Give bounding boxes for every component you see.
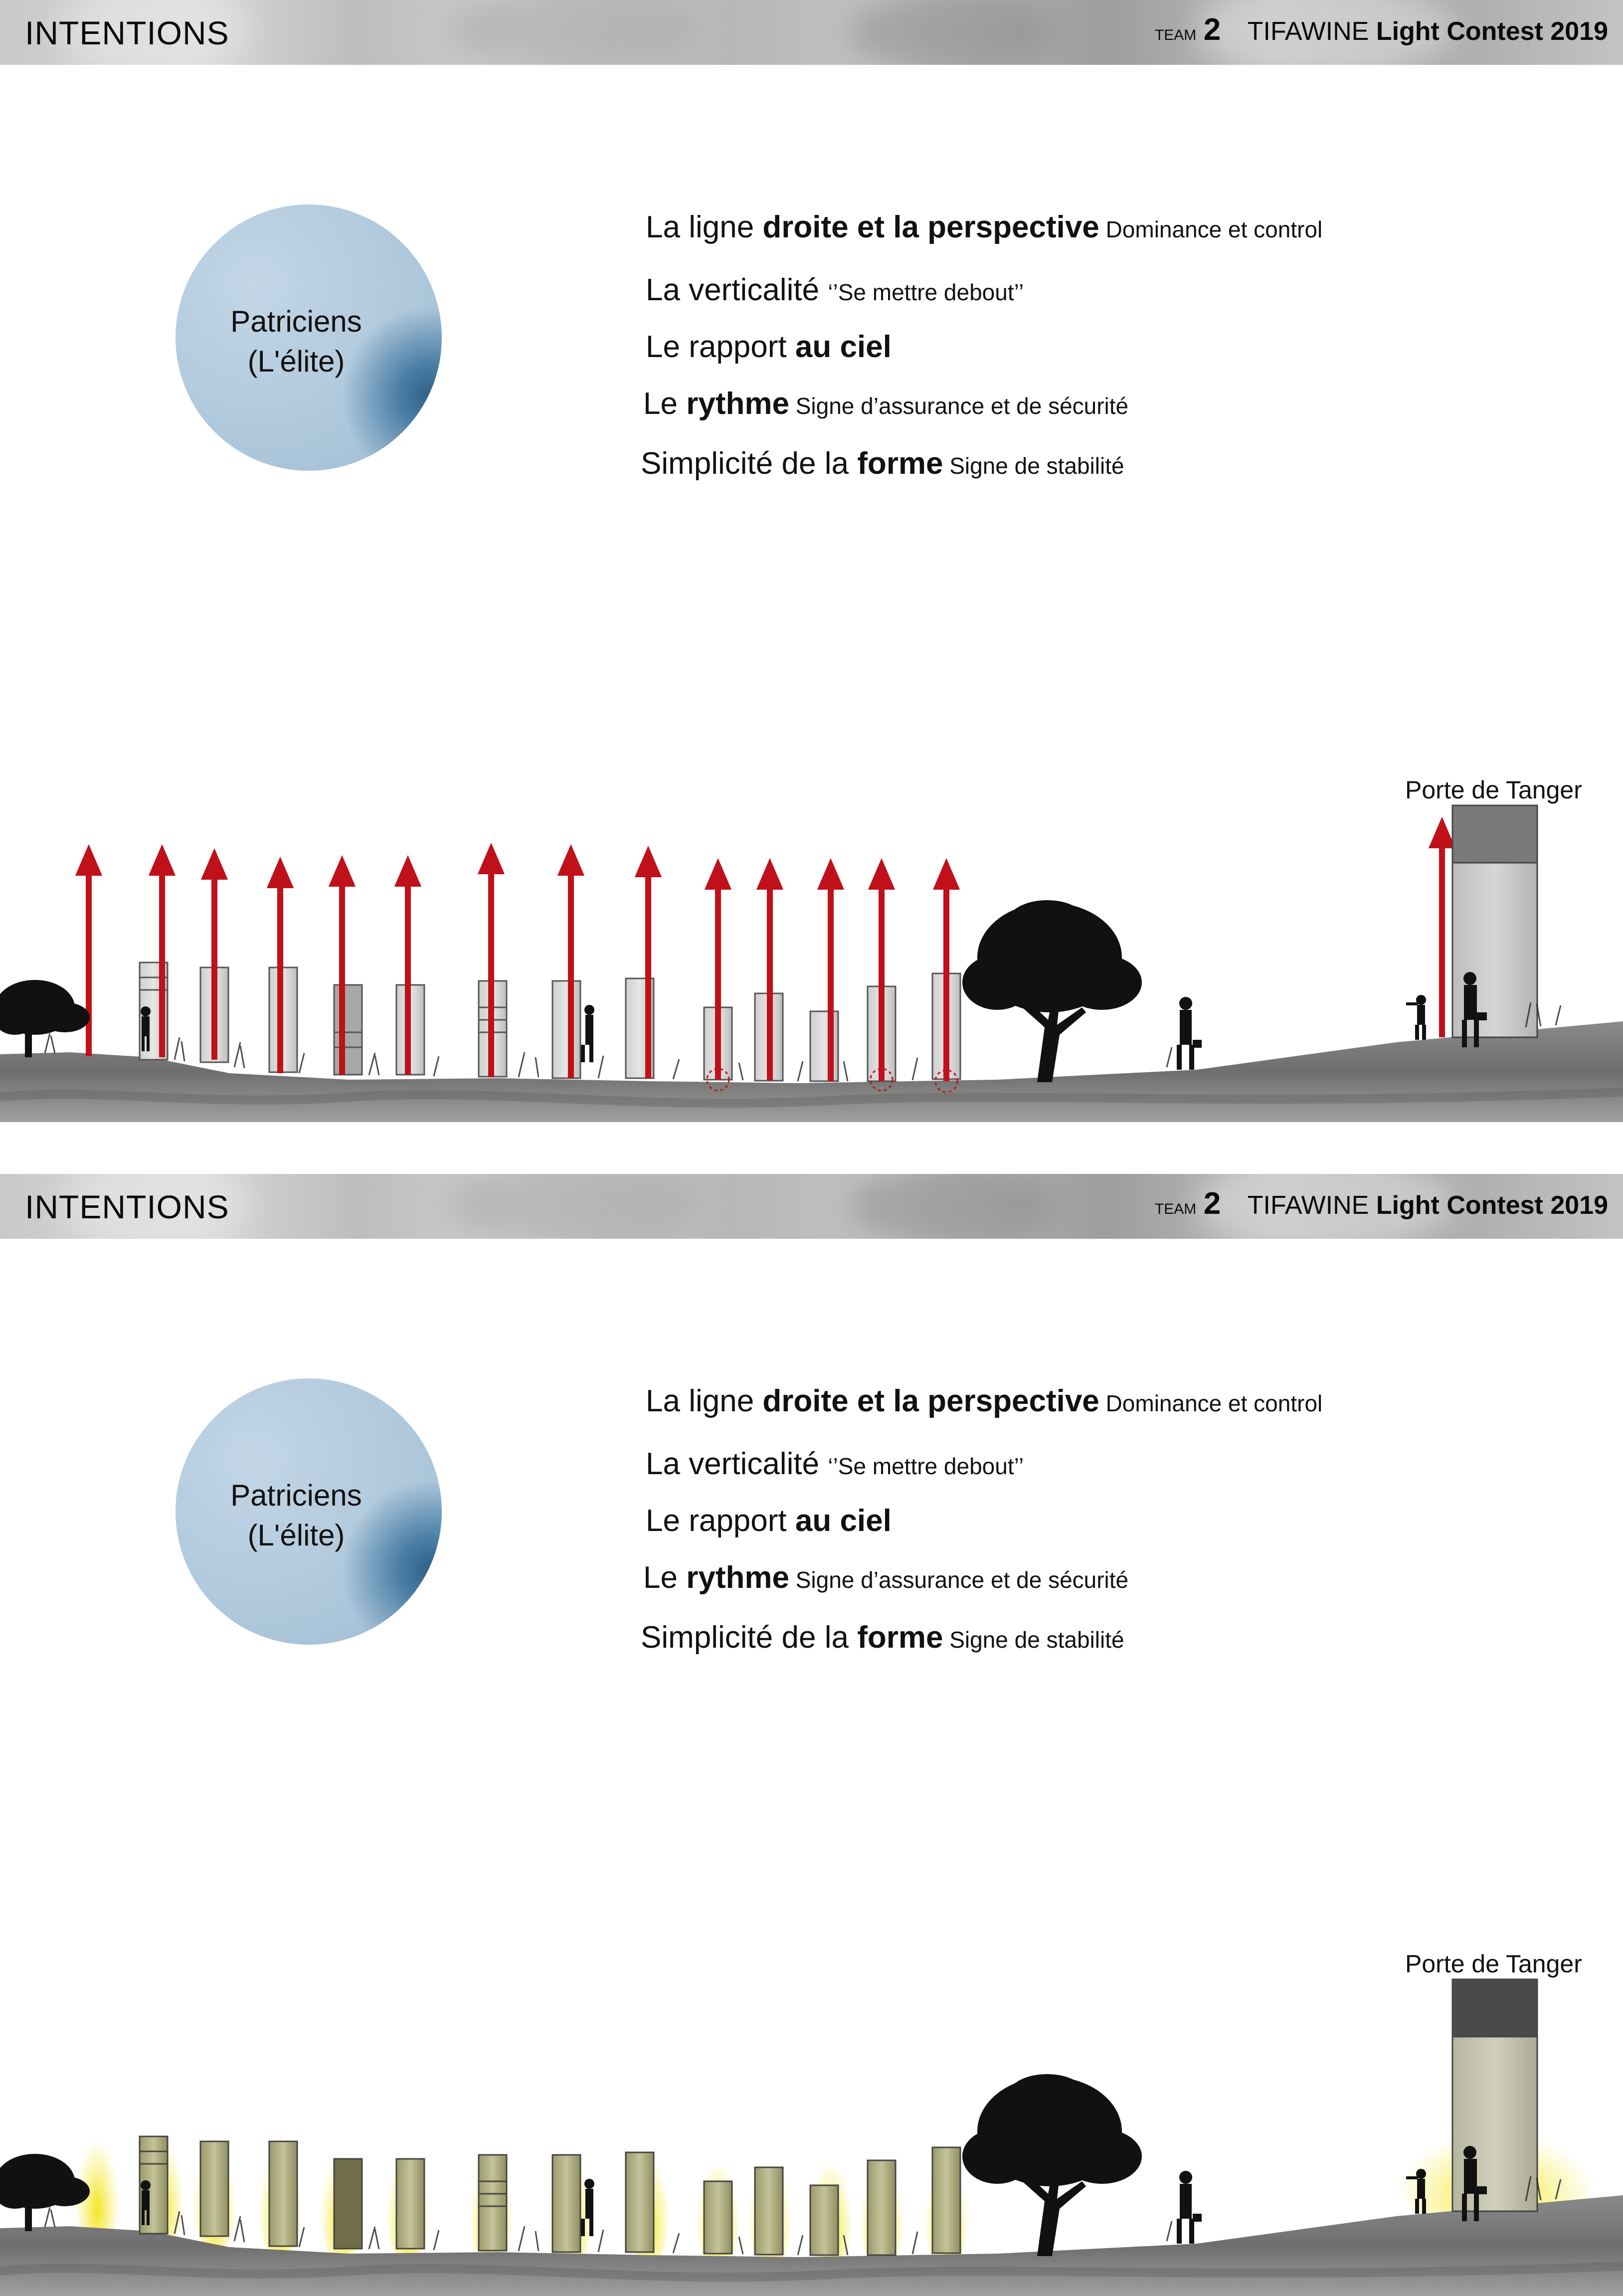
header-team [1155, 12, 1608, 47]
column [396, 2159, 424, 2249]
column [810, 2185, 838, 2255]
contest-name: TIFAWINE [1247, 17, 1369, 46]
circle-label-line1: Patriciens [230, 1479, 362, 1512]
team-number: 2 [1203, 12, 1221, 47]
page-title: INTENTIONS [25, 14, 229, 51]
column [334, 2159, 362, 2249]
intention-item: Simplicité de la forme Signe de stabilité [641, 446, 1124, 481]
column [704, 2181, 732, 2254]
column [269, 2141, 297, 2246]
intention-item: Le rapport au ciel [646, 330, 892, 364]
column [552, 981, 580, 1078]
header-bar [0, 0, 1623, 65]
circle-label-line2: (L'élite) [247, 1519, 345, 1552]
intention-item: Le rythme Signe d’assurance et de sécurité [643, 386, 1129, 421]
page-title: INTENTIONS [25, 1188, 229, 1225]
circle-label [176, 302, 417, 382]
header-bar [0, 1174, 1623, 1239]
slide-intentions-lights [0, 1174, 1623, 2296]
column [479, 2155, 507, 2251]
circle-label-line2: (L'élite) [247, 345, 345, 378]
circle-label-line1: Patriciens [230, 305, 362, 338]
patriciens-circle [176, 1378, 442, 1645]
tree-center [962, 2074, 1142, 2256]
tree-center [962, 900, 1142, 1082]
contest-title: Light Contest 2019 [1376, 1191, 1608, 1220]
section-drawing-arrows [0, 748, 1623, 1122]
patriciens-circle [176, 204, 442, 471]
column [626, 2152, 654, 2252]
team-label: TEAM [1154, 1201, 1197, 1217]
intention-item: La verticalité ‘’Se mettre debout’’ [646, 1447, 1024, 1481]
intention-item: La ligne droite et la perspective Dominance et control [646, 1384, 1323, 1418]
team-number: 2 [1203, 1186, 1221, 1221]
porte-de-tanger-label: Porte de Tanger [1405, 1950, 1582, 1978]
column [810, 1011, 838, 1081]
contest-name: TIFAWINE [1247, 1191, 1369, 1220]
column [334, 985, 362, 1075]
slide-intentions-arrows [0, 0, 1623, 1122]
team-label: TEAM [1154, 27, 1197, 43]
column [868, 2160, 896, 2255]
column [755, 2167, 783, 2255]
intention-item: Le rapport au ciel [646, 1504, 892, 1538]
column [552, 2155, 580, 2252]
column [200, 2141, 228, 2236]
intention-item: Simplicité de la forme Signe de stabilité [641, 1620, 1124, 1655]
circle-label [176, 1476, 417, 1555]
header-team [1155, 1186, 1608, 1221]
porte-de-tanger-label: Porte de Tanger [1405, 776, 1582, 804]
columns [140, 962, 960, 1081]
column [932, 2147, 960, 2253]
tree-left [0, 980, 90, 1057]
intention-item: Le rythme Signe d’assurance et de sécurité [643, 1560, 1129, 1595]
intention-item: La ligne droite et la perspective Dominance et control [646, 210, 1323, 244]
intention-item: La verticalité ‘’Se mettre debout’’ [646, 273, 1024, 307]
section-drawing-lights [0, 1922, 1623, 2296]
contest-title: Light Contest 2019 [1376, 17, 1608, 46]
